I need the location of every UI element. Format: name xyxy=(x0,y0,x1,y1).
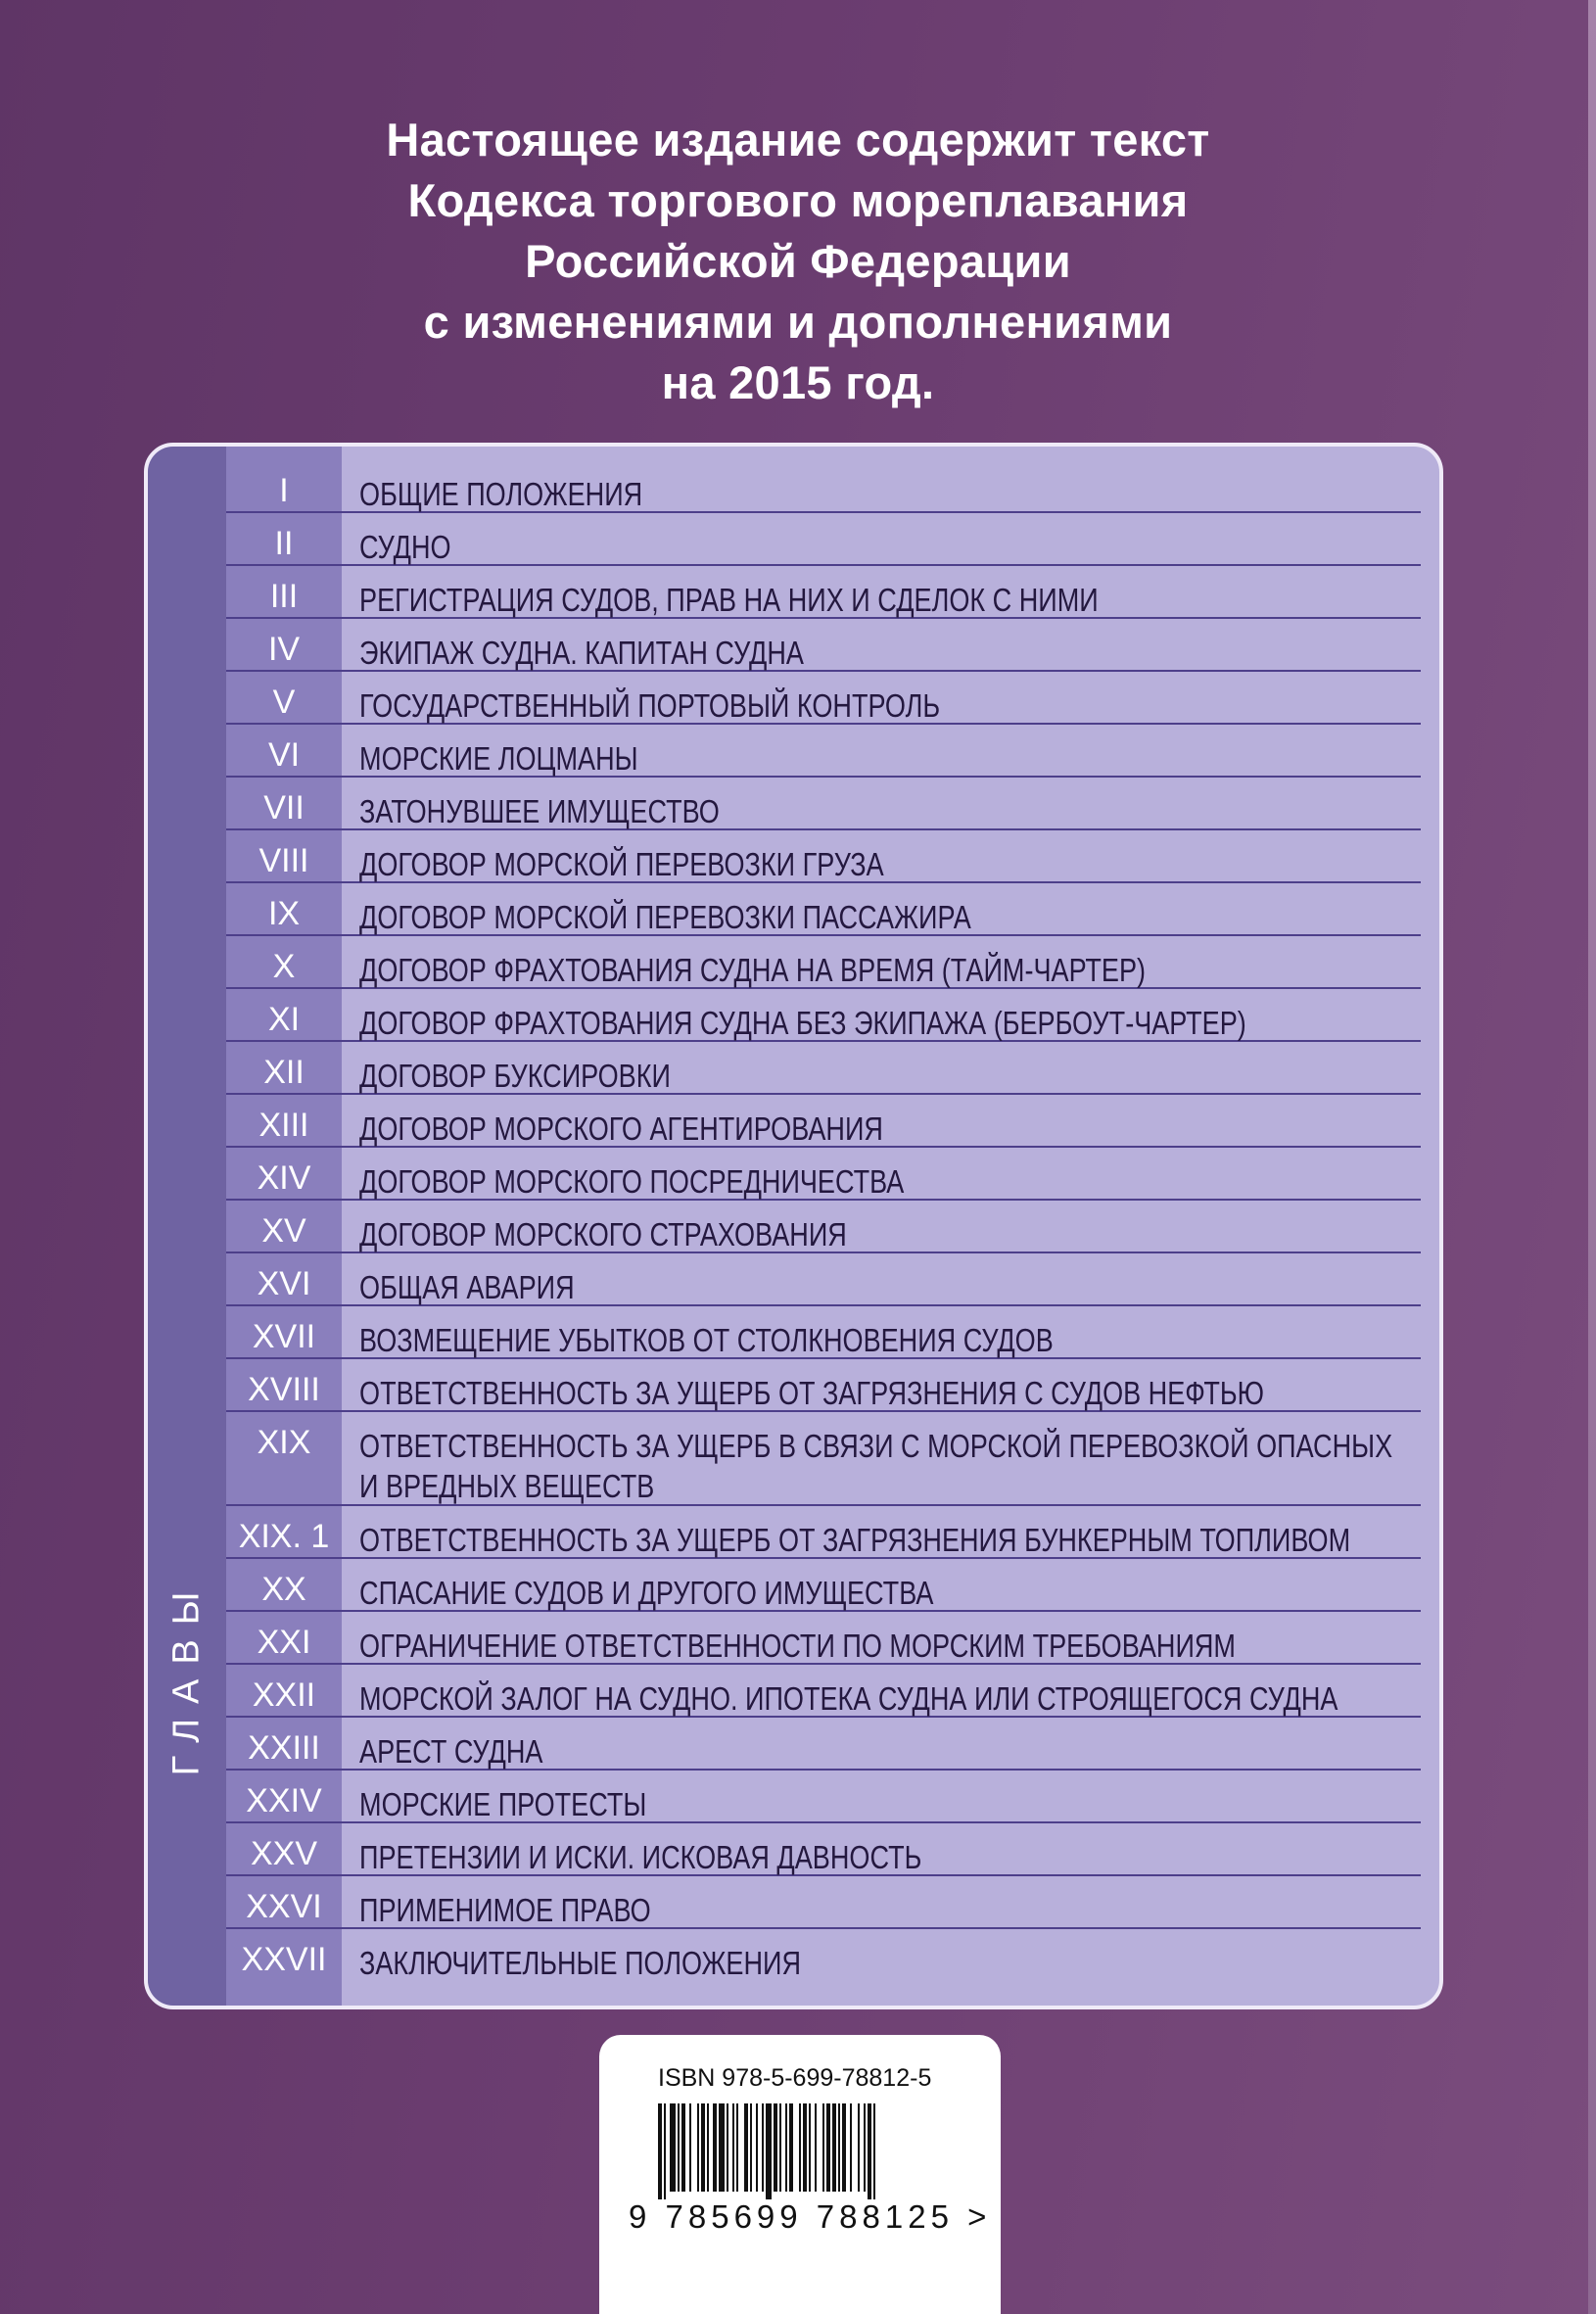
barcode-bar xyxy=(744,2103,748,2192)
barcode-bar xyxy=(736,2103,738,2192)
chapter-number: XVI xyxy=(257,1265,311,1302)
chapter-row xyxy=(226,1612,1421,1665)
chapter-title xyxy=(342,1876,1227,1930)
barcode-bar xyxy=(809,2103,811,2192)
barcode-bar xyxy=(799,2103,801,2192)
chapter-row xyxy=(226,1823,1421,1876)
barcode-icon xyxy=(658,2103,947,2199)
chapter-title-line: ОТВЕТСТВЕННОСТЬ ЗА УЩЕРБ ОТ ЗАГРЯЗНЕНИЯ С СУДОВ НЕФТЬЮ xyxy=(359,1375,1264,1411)
chapter-title-line: ОБЩАЯ АВАРИЯ xyxy=(359,1269,575,1305)
barcode-bar xyxy=(756,2103,758,2192)
heading-line-1: Настоящее издание содержит текст xyxy=(386,114,1210,165)
chapter-row xyxy=(226,883,1421,936)
barcode-bar xyxy=(701,2103,705,2192)
barcode-bar xyxy=(766,2103,772,2199)
barcode-bar xyxy=(727,2103,728,2192)
chapter-number: XIX. 1 xyxy=(238,1518,330,1555)
chapter-number: VIII xyxy=(258,842,309,879)
barcode-bar xyxy=(732,2103,734,2192)
chapter-title xyxy=(342,1612,1236,1666)
chapter-number: I xyxy=(279,472,289,509)
heading-line-2: Кодекса торгового мореплавания xyxy=(407,174,1189,226)
chapter-title-line: РЕГИСТРАЦИЯ СУДОВ, ПРАВ НА НИХ И СДЕЛОК С НИМИ xyxy=(359,582,1099,618)
chapter-number: XV xyxy=(261,1212,306,1250)
chapter-row xyxy=(226,513,1421,566)
chapter-row xyxy=(226,1718,1421,1771)
isbn-block xyxy=(599,2035,1001,2314)
chapter-title xyxy=(342,1359,1264,1413)
chapter-number: XI xyxy=(267,1001,301,1038)
chapter-row xyxy=(226,1201,1421,1253)
chapter-number: XXIV xyxy=(246,1782,322,1819)
barcode-bar xyxy=(838,2103,840,2192)
barcode-bar xyxy=(826,2103,830,2192)
chapter-title-line: ВОЗМЕЩЕНИЕ УБЫТКОВ ОТ СТОЛКНОВЕНИЯ СУДОВ xyxy=(359,1322,1054,1358)
chapter-title xyxy=(342,513,1227,567)
chapter-title-line: ОТВЕТСТВЕННОСТЬ ЗА УЩЕРБ ОТ ЗАГРЯЗНЕНИЯ БУНКЕРНЫМ ТОПЛИВОМ xyxy=(359,1522,1351,1558)
chapter-number: XVII xyxy=(252,1318,316,1355)
side-column xyxy=(148,447,226,2006)
chapter-number: III xyxy=(269,578,299,615)
chapter-row xyxy=(226,725,1421,778)
chapter-title-line: МОРСКОЙ ЗАЛОГ НА СУДНО. ИПОТЕКА СУДНА ИЛИ СТРОЯЩЕГОСЯ СУДНА xyxy=(359,1680,1338,1717)
chapters-panel xyxy=(144,443,1443,2009)
chapter-title xyxy=(342,725,1227,779)
chapter-number: XXVII xyxy=(241,1941,327,1978)
cover-heading xyxy=(0,110,1596,413)
barcode-bar xyxy=(864,2103,866,2192)
chapter-number: XX xyxy=(261,1571,306,1608)
chapter-title-line: АРЕСТ СУДНА xyxy=(359,1733,543,1770)
barcode-bar xyxy=(689,2103,691,2192)
barcode-bar xyxy=(832,2103,836,2192)
chapter-number: VII xyxy=(263,789,305,826)
chapter-row xyxy=(226,460,1421,513)
barcode-bar xyxy=(681,2103,685,2192)
chapter-row xyxy=(226,1506,1421,1559)
chapter-title xyxy=(342,619,1227,673)
heading-line-3: Российской Федерации xyxy=(525,235,1071,287)
chapter-title xyxy=(342,566,1227,620)
barcode-bar xyxy=(803,2103,807,2192)
barcode-bar xyxy=(785,2103,787,2192)
chapter-number: XXII xyxy=(252,1676,316,1714)
side-label-chapters: ГЛАВЫ xyxy=(165,1577,208,1776)
chapter-title xyxy=(342,460,1227,514)
chapter-number: XXI xyxy=(257,1624,311,1661)
chapter-number: II xyxy=(274,525,294,562)
chapter-title xyxy=(342,830,1227,884)
barcode-bar xyxy=(678,2103,680,2192)
barcode-bar xyxy=(670,2103,676,2192)
barcode-bar xyxy=(789,2103,793,2192)
chapter-title xyxy=(342,883,1227,937)
barcode-bar xyxy=(842,2103,846,2192)
chapter-row xyxy=(226,566,1421,619)
chapter-row xyxy=(226,672,1421,725)
chapter-title-line: ДОГОВОР МОРСКОГО АГЕНТИРОВАНИЯ xyxy=(359,1110,883,1147)
chapter-row xyxy=(226,1771,1421,1823)
barcode-bar xyxy=(697,2103,699,2192)
chapter-number: XXV xyxy=(250,1835,318,1872)
barcode-bar xyxy=(850,2103,852,2192)
chapter-number: XXIII xyxy=(248,1729,320,1767)
chapter-number: XVIII xyxy=(248,1371,320,1408)
heading-line-4: с изменениями и дополнениями xyxy=(423,296,1173,348)
barcode-bar xyxy=(719,2103,725,2192)
chapter-title-line: СПАСАНИЕ СУДОВ И ДРУГОГО ИМУЩЕСТВА xyxy=(359,1575,934,1611)
chapter-title-line: ПРЕТЕНЗИИ И ИСКИ. ИСКОВАЯ ДАВНОСТЬ xyxy=(359,1839,922,1875)
barcode-digits: 9 785699 788125 > xyxy=(629,2198,992,2235)
barcode-bar xyxy=(713,2103,717,2192)
chapter-row xyxy=(226,778,1421,830)
chapter-title xyxy=(342,1771,1227,1824)
barcode-bar xyxy=(774,2103,777,2192)
chapter-title-line: ЗАКЛЮЧИТЕЛЬНЫЕ ПОЛОЖЕНИЯ xyxy=(359,1945,802,1981)
heading-line-5: на 2015 год. xyxy=(661,356,935,408)
barcode-bar xyxy=(822,2103,824,2192)
chapter-title-line: ДОГОВОР МОРСКОГО СТРАХОВАНИЯ xyxy=(359,1216,847,1252)
chapter-title xyxy=(342,1665,1338,1719)
chapter-title xyxy=(342,1095,1227,1149)
chapter-title-line: СУДНО xyxy=(359,529,451,565)
chapter-number: XIX xyxy=(257,1424,311,1461)
chapter-title-line: ЭКИПАЖ СУДНА. КАПИТАН СУДНА xyxy=(359,635,804,671)
chapter-list xyxy=(226,460,1421,1982)
chapter-title-line: ОБЩИЕ ПОЛОЖЕНИЯ xyxy=(359,476,643,512)
barcode-bar xyxy=(815,2103,817,2192)
chapter-row xyxy=(226,1929,1421,1982)
chapter-title-line: ЗАТОНУВШЕЕ ИМУЩЕСТВО xyxy=(359,793,720,829)
chapter-title-line: ПРИМЕНИМОЕ ПРАВО xyxy=(359,1892,651,1928)
chapter-title-line: ОГРАНИЧЕНИЕ ОТВЕТСТВЕННОСТИ ПО МОРСКИМ ТРЕБОВАНИЯМ xyxy=(359,1628,1236,1664)
barcode-bar xyxy=(858,2103,860,2192)
chapter-row xyxy=(226,1253,1421,1306)
chapter-row xyxy=(226,1559,1421,1612)
chapter-title-line: МОРСКИЕ ПРОТЕСТЫ xyxy=(359,1786,647,1822)
chapter-number: XIII xyxy=(258,1107,309,1144)
chapter-number: IX xyxy=(267,895,301,932)
chapter-title xyxy=(342,1823,1227,1877)
chapter-row xyxy=(226,1095,1421,1148)
chapter-row xyxy=(226,1665,1421,1718)
chapter-row xyxy=(226,619,1421,672)
chapter-row xyxy=(226,1042,1421,1095)
chapter-row xyxy=(226,1412,1421,1506)
chapter-title xyxy=(342,989,1246,1043)
chapter-title-line: ДОГОВОР БУКСИРОВКИ xyxy=(359,1058,671,1094)
chapter-number: XXVI xyxy=(246,1888,322,1925)
chapter-title-line: И ВРЕДНЫХ ВЕЩЕСТВ xyxy=(359,1468,655,1504)
barcode-bar xyxy=(873,2103,875,2199)
chapter-row xyxy=(226,1306,1421,1359)
chapter-title-line: ДОГОВОР МОРСКОГО ПОСРЕДНИЧЕСТВА xyxy=(359,1163,905,1200)
chapter-title xyxy=(342,1412,1392,1506)
chapter-row xyxy=(226,1359,1421,1412)
barcode-bar xyxy=(707,2103,709,2192)
chapter-title-line: ГОСУДАРСТВЕННЫЙ ПОРТОВЫЙ КОНТРОЛЬ xyxy=(359,687,941,724)
chapter-title-line: МОРСКИЕ ЛОЦМАНЫ xyxy=(359,740,638,777)
barcode-bar xyxy=(664,2103,666,2199)
chapter-title xyxy=(342,1718,1227,1771)
isbn-number: ISBN 978-5-699-78812-5 xyxy=(658,2064,932,2092)
chapter-number: XII xyxy=(263,1054,305,1091)
chapter-title xyxy=(342,1929,1227,1983)
chapter-title-line: ОТВЕТСТВЕННОСТЬ ЗА УЩЕРБ В СВЯЗИ С МОРСКОЙ ПЕРЕВОЗКОЙ ОПАСНЫХ xyxy=(359,1428,1393,1464)
chapter-number: X xyxy=(272,948,296,985)
barcode-bar xyxy=(658,2103,662,2199)
chapter-row xyxy=(226,1876,1421,1929)
chapter-title xyxy=(342,672,1227,726)
chapter-number: IV xyxy=(267,631,301,668)
chapter-title xyxy=(342,1253,1227,1307)
chapter-row xyxy=(226,830,1421,883)
chapter-title xyxy=(342,1042,1227,1096)
chapter-number: VI xyxy=(267,736,301,774)
chapter-row xyxy=(226,936,1421,989)
barcode-bar xyxy=(779,2103,781,2192)
chapter-title-line: ДОГОВОР МОРСКОЙ ПЕРЕВОЗКИ ПАССАЖИРА xyxy=(359,899,971,935)
chapter-row xyxy=(226,1148,1421,1201)
chapter-title xyxy=(342,1201,1227,1254)
chapter-number: XIV xyxy=(257,1159,311,1197)
chapter-title xyxy=(342,1148,1227,1202)
chapter-title-line: ДОГОВОР МОРСКОЙ ПЕРЕВОЗКИ ГРУЗА xyxy=(359,846,884,882)
chapter-row xyxy=(226,989,1421,1042)
chapter-title xyxy=(342,778,1227,831)
chapter-title xyxy=(342,1559,1227,1613)
barcode-bar xyxy=(750,2103,752,2192)
chapter-title xyxy=(342,1506,1350,1560)
chapter-title-line: ДОГОВОР ФРАХТОВАНИЯ СУДНА НА ВРЕМЯ (ТАЙМ-ЧАРТЕР) xyxy=(359,952,1147,988)
chapter-number: V xyxy=(272,684,296,721)
chapter-title xyxy=(342,936,1227,990)
chapter-title xyxy=(342,1306,1227,1360)
barcode-bar xyxy=(868,2103,871,2199)
barcode-bar xyxy=(762,2103,764,2192)
chapter-title-line: ДОГОВОР ФРАХТОВАНИЯ СУДНА БЕЗ ЭКИПАЖА (БЕРБОУТ-ЧАРТЕР) xyxy=(359,1005,1246,1041)
